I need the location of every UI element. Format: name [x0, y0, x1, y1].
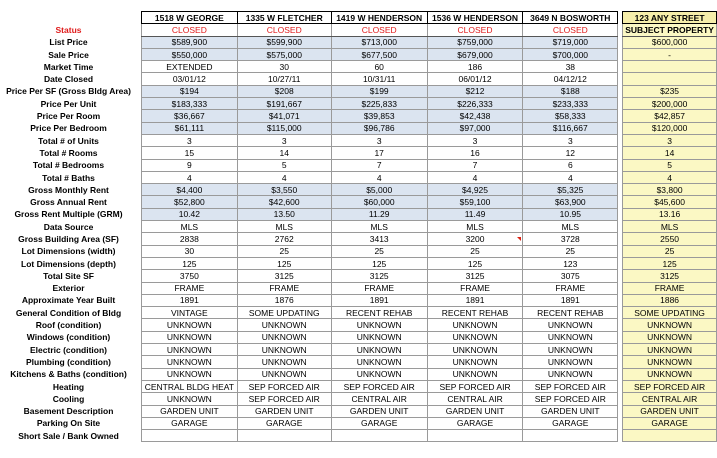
table-cell[interactable]: 15 — [142, 147, 238, 159]
table-row — [0, 344, 717, 356]
table-cell[interactable]: $188 — [523, 85, 618, 97]
table-cell[interactable]: 30 — [142, 245, 238, 257]
table-cell[interactable]: SOME UPDATING — [237, 307, 331, 319]
table-cell[interactable]: 5 — [237, 159, 331, 171]
subject-cell[interactable]: UNKNOWN — [623, 331, 717, 343]
table-row — [0, 36, 717, 48]
table-cell[interactable]: $61,111 — [142, 122, 238, 134]
table-cell[interactable]: $5,000 — [331, 184, 427, 196]
table-cell[interactable]: GARAGE — [237, 417, 331, 429]
table-cell[interactable]: $679,000 — [427, 48, 523, 60]
table-cell[interactable]: MLS — [427, 221, 523, 233]
table-cell[interactable]: UNKNOWN — [523, 319, 618, 331]
table-cell[interactable]: MLS — [237, 221, 331, 233]
column-header[interactable]: 1419 W HENDERSON — [331, 12, 427, 24]
subject-cell[interactable]: $235 — [623, 85, 717, 97]
table-cell[interactable]: GARDEN UNIT — [237, 405, 331, 417]
table-cell[interactable]: EXTENDED — [142, 61, 238, 73]
table-cell[interactable]: MLS — [142, 221, 238, 233]
table-row — [0, 282, 717, 294]
table-cell[interactable]: 6 — [523, 159, 618, 171]
subject-cell[interactable] — [623, 430, 717, 442]
table-cell[interactable]: UNKNOWN — [427, 356, 523, 368]
table-cell[interactable]: SEP FORCED AIR — [331, 380, 427, 392]
table-cell[interactable]: $42,600 — [237, 196, 331, 208]
row-label: Lot Dimensions (width) — [21, 246, 116, 257]
row-label: Gross Building Area (SF) — [18, 233, 119, 244]
table-cell[interactable]: GARAGE — [331, 417, 427, 429]
table-cell[interactable]: 12 — [523, 147, 618, 159]
table-row — [0, 233, 717, 245]
table-cell[interactable]: 1876 — [237, 294, 331, 306]
table-cell[interactable]: $550,000 — [142, 48, 238, 60]
table-cell[interactable]: $575,000 — [237, 48, 331, 60]
table-cell[interactable]: 7 — [331, 159, 427, 171]
row-label: Roof (condition) — [35, 320, 102, 331]
table-cell[interactable]: SEP FORCED AIR — [523, 380, 618, 392]
table-cell[interactable]: 60 — [331, 61, 427, 73]
subject-cell[interactable]: 14 — [623, 147, 717, 159]
table-cell[interactable]: 1891 — [331, 294, 427, 306]
subject-cell[interactable]: 25 — [623, 245, 717, 257]
table-row — [0, 171, 717, 183]
subject-cell[interactable]: - — [623, 48, 717, 60]
table-cell[interactable]: UNKNOWN — [142, 319, 238, 331]
table-cell[interactable]: FRAME — [427, 282, 523, 294]
table-cell[interactable]: $191,667 — [237, 98, 331, 110]
table-cell[interactable]: FRAME — [331, 282, 427, 294]
table-cell[interactable]: $194 — [142, 85, 238, 97]
table-cell[interactable]: SEP FORCED AIR — [523, 393, 618, 405]
table-cell[interactable]: 3 — [427, 134, 523, 146]
table-row — [0, 48, 717, 60]
table-cell[interactable]: UNKNOWN — [237, 368, 331, 380]
table-cell[interactable]: $36,667 — [142, 110, 238, 122]
table-cell[interactable]: UNKNOWN — [331, 331, 427, 343]
table-cell[interactable]: 3 — [142, 134, 238, 146]
table-cell[interactable]: VINTAGE — [142, 307, 238, 319]
table-row — [0, 61, 717, 73]
table-cell[interactable]: 4 — [331, 171, 427, 183]
subject-cell[interactable]: 2550 — [623, 233, 717, 245]
table-row — [0, 331, 717, 343]
table-row — [0, 294, 717, 306]
subject-cell[interactable]: UNKNOWN — [623, 368, 717, 380]
table-cell[interactable] — [237, 430, 331, 442]
table-cell[interactable]: $599,900 — [237, 36, 331, 48]
table-cell[interactable]: $63,900 — [523, 196, 618, 208]
row-label: Total # of Units — [38, 135, 99, 146]
table-cell[interactable]: $589,900 — [142, 36, 238, 48]
table-cell[interactable]: $59,100 — [427, 196, 523, 208]
table-cell[interactable]: CLOSED — [237, 24, 331, 36]
table-row — [0, 196, 717, 208]
table-row — [0, 417, 717, 429]
table-cell[interactable]: 10/31/11 — [331, 73, 427, 85]
table-cell[interactable]: CENTRAL AIR — [331, 393, 427, 405]
table-cell[interactable]: GARAGE — [523, 417, 618, 429]
table-cell[interactable]: 125 — [427, 257, 523, 269]
table-cell[interactable]: 3125 — [331, 270, 427, 282]
table-cell[interactable]: 2762 — [237, 233, 331, 245]
table-cell[interactable]: UNKNOWN — [427, 331, 523, 343]
table-cell[interactable]: 4 — [427, 171, 523, 183]
subject-cell[interactable]: UNKNOWN — [623, 356, 717, 368]
table-cell[interactable]: $3,550 — [237, 184, 331, 196]
table-cell[interactable]: UNKNOWN — [427, 319, 523, 331]
table-row — [0, 73, 717, 85]
table-cell[interactable]: UNKNOWN — [331, 368, 427, 380]
row-label: Lot Dimensions (depth) — [21, 258, 116, 269]
table-cell[interactable]: 3 — [523, 134, 618, 146]
table-cell[interactable]: 10.95 — [523, 208, 618, 220]
table-body — [0, 12, 717, 442]
row-label: Gross Annual Rent — [30, 197, 107, 208]
table-cell[interactable]: $700,000 — [523, 48, 618, 60]
table-cell[interactable]: GARDEN UNIT — [427, 405, 523, 417]
table-cell[interactable]: 4 — [237, 171, 331, 183]
table-cell[interactable]: RECENT REHAB — [427, 307, 523, 319]
subject-cell[interactable]: UNKNOWN — [623, 319, 717, 331]
table-cell[interactable]: UNKNOWN — [142, 344, 238, 356]
table-cell[interactable]: 14 — [237, 147, 331, 159]
table-cell[interactable]: 3413 — [331, 233, 427, 245]
table-cell[interactable]: UNKNOWN — [331, 344, 427, 356]
table-cell[interactable]: $199 — [331, 85, 427, 97]
subject-cell[interactable]: GARAGE — [623, 417, 717, 429]
table-cell[interactable]: UNKNOWN — [523, 368, 618, 380]
table-cell[interactable]: UNKNOWN — [237, 344, 331, 356]
table-cell[interactable]: 25 — [237, 245, 331, 257]
table-cell[interactable]: 9 — [142, 159, 238, 171]
table-cell[interactable]: $4,925 — [427, 184, 523, 196]
subject-cell[interactable]: 3 — [623, 134, 717, 146]
row-label: Total Site SF — [43, 270, 94, 281]
subject-cell[interactable]: 13.16 — [623, 208, 717, 220]
table-cell[interactable]: 25 — [427, 245, 523, 257]
table-cell[interactable]: 3125 — [427, 270, 523, 282]
table-cell[interactable]: UNKNOWN — [237, 331, 331, 343]
table-cell[interactable]: $677,500 — [331, 48, 427, 60]
table-row — [0, 257, 717, 269]
table-cell[interactable] — [427, 430, 523, 442]
row-label: Data Source — [43, 221, 94, 232]
subject-cell[interactable]: GARDEN UNIT — [623, 405, 717, 417]
subject-cell[interactable]: UNKNOWN — [623, 344, 717, 356]
comparables-table — [0, 11, 717, 442]
comment-indicator-icon[interactable] — [517, 237, 521, 241]
table-cell[interactable]: 4 — [142, 171, 238, 183]
table-cell[interactable]: UNKNOWN — [142, 331, 238, 343]
table-cell[interactable]: RECENT REHAB — [331, 307, 427, 319]
table-cell[interactable]: CLOSED — [523, 24, 618, 36]
table-cell[interactable]: $41,071 — [237, 110, 331, 122]
subject-cell[interactable]: $45,600 — [623, 196, 717, 208]
table-cell[interactable]: $759,000 — [427, 36, 523, 48]
table-cell[interactable]: SEP FORCED AIR — [427, 380, 523, 392]
table-cell[interactable] — [331, 430, 427, 442]
table-cell[interactable]: GARDEN UNIT — [331, 405, 427, 417]
table-row — [0, 368, 717, 380]
table-cell[interactable]: 4 — [523, 171, 618, 183]
table-cell[interactable]: 123 — [523, 257, 618, 269]
table-cell[interactable]: UNKNOWN — [523, 331, 618, 343]
table-cell[interactable]: 10.42 — [142, 208, 238, 220]
subject-cell[interactable]: CENTRAL AIR — [623, 393, 717, 405]
table-cell[interactable]: 30 — [237, 61, 331, 73]
table-cell[interactable]: 3 — [331, 134, 427, 146]
table-cell[interactable]: CENTRAL AIR — [427, 393, 523, 405]
table-row — [0, 122, 717, 134]
table-cell[interactable]: 125 — [142, 257, 238, 269]
table-cell[interactable]: 3 — [237, 134, 331, 146]
table-cell[interactable]: CLOSED — [427, 24, 523, 36]
subject-cell[interactable] — [623, 73, 717, 85]
subject-cell[interactable]: SOME UPDATING — [623, 307, 717, 319]
row-label: Sale Price — [48, 49, 89, 60]
table-row — [0, 98, 717, 110]
table-row — [0, 221, 717, 233]
column-header[interactable]: 1518 W GEORGE — [142, 12, 238, 24]
table-cell[interactable]: 17 — [331, 147, 427, 159]
table-cell[interactable]: RECENT REHAB — [523, 307, 618, 319]
header-row — [0, 12, 717, 24]
row-label: Short Sale / Bank Owned — [18, 430, 119, 441]
subject-cell[interactable]: 4 — [623, 171, 717, 183]
table-cell[interactable]: UNKNOWN — [142, 356, 238, 368]
row-label: Gross Rent Multiple (GRM) — [14, 209, 123, 220]
header-corner — [0, 12, 137, 24]
row-label: Price Per Room — [36, 111, 101, 122]
table-cell[interactable]: 1891 — [523, 294, 618, 306]
row-label: Status — [55, 24, 82, 35]
table-cell[interactable]: $225,833 — [331, 98, 427, 110]
column-header[interactable]: 1335 W FLETCHER — [237, 12, 331, 24]
table-row — [0, 85, 717, 97]
table-cell[interactable]: FRAME — [237, 282, 331, 294]
table-cell[interactable]: UNKNOWN — [331, 356, 427, 368]
table-row — [0, 307, 717, 319]
table-cell[interactable]: FRAME — [523, 282, 618, 294]
subject-cell[interactable]: 125 — [623, 257, 717, 269]
subject-cell[interactable]: $120,000 — [623, 122, 717, 134]
table-cell[interactable]: 7 — [427, 159, 523, 171]
table-cell[interactable]: MLS — [331, 221, 427, 233]
table-row — [0, 356, 717, 368]
table-cell[interactable]: $58,333 — [523, 110, 618, 122]
table-cell[interactable]: UNKNOWN — [523, 344, 618, 356]
table-cell[interactable]: $115,000 — [237, 122, 331, 134]
table-cell[interactable]: 10/27/11 — [237, 73, 331, 85]
table-cell[interactable]: $96,786 — [331, 122, 427, 134]
subject-cell[interactable] — [623, 61, 717, 73]
subject-cell[interactable]: 3125 — [623, 270, 717, 282]
row-label: Cooling — [52, 393, 85, 404]
table-cell[interactable]: 04/12/12 — [523, 73, 618, 85]
subject-cell[interactable]: FRAME — [623, 282, 717, 294]
subject-cell[interactable]: 1886 — [623, 294, 717, 306]
table-cell[interactable]: $226,333 — [427, 98, 523, 110]
row-label: Total # Bedrooms — [32, 160, 105, 171]
table-row — [0, 393, 717, 405]
row-label: Price Per Unit — [40, 98, 97, 109]
table-cell[interactable]: 06/01/12 — [427, 73, 523, 85]
table-cell[interactable]: GARDEN UNIT — [523, 405, 618, 417]
table-row — [0, 184, 717, 196]
table-cell[interactable]: 125 — [237, 257, 331, 269]
table-cell[interactable]: $719,000 — [523, 36, 618, 48]
table-cell[interactable]: GARDEN UNIT — [142, 405, 238, 417]
table-cell[interactable]: FRAME — [142, 282, 238, 294]
row-label: List Price — [49, 37, 88, 48]
subject-cell[interactable]: SEP FORCED AIR — [623, 380, 717, 392]
table-cell[interactable] — [523, 430, 618, 442]
table-cell[interactable]: $42,438 — [427, 110, 523, 122]
table-cell[interactable]: 11.29 — [331, 208, 427, 220]
table-row — [0, 159, 717, 171]
table-row — [0, 245, 717, 257]
table-cell[interactable]: 03/01/12 — [142, 73, 238, 85]
table-cell[interactable]: SEP FORCED AIR — [237, 393, 331, 405]
table-cell[interactable]: 3200 — [427, 233, 523, 245]
subject-cell[interactable]: $200,000 — [623, 98, 717, 110]
table-cell[interactable]: UNKNOWN — [427, 344, 523, 356]
table-cell[interactable]: $208 — [237, 85, 331, 97]
table-cell[interactable]: UNKNOWN — [523, 356, 618, 368]
table-row — [0, 24, 717, 36]
table-row — [0, 380, 717, 392]
row-label: Price Per SF (Gross Bldg Area) — [6, 86, 131, 97]
table-cell[interactable]: UNKNOWN — [237, 319, 331, 331]
table-cell[interactable]: $116,667 — [523, 122, 618, 134]
table-cell[interactable]: GARAGE — [427, 417, 523, 429]
row-label: Electric (condition) — [30, 344, 107, 355]
table-cell[interactable]: $233,333 — [523, 98, 618, 110]
row-label: Windows (condition) — [26, 332, 111, 343]
table-row — [0, 110, 717, 122]
table-cell[interactable]: $4,400 — [142, 184, 238, 196]
row-label: Gross Monthly Rent — [28, 184, 109, 195]
row-label: Heating — [52, 381, 85, 392]
row-label: Price Per Bedroom — [30, 123, 107, 134]
table-cell[interactable]: UNKNOWN — [427, 368, 523, 380]
table-cell[interactable]: UNKNOWN — [331, 319, 427, 331]
row-label: Market Time — [43, 61, 94, 72]
table-cell[interactable]: CLOSED — [142, 24, 238, 36]
subject-cell[interactable]: $600,000 — [623, 36, 717, 48]
table-cell[interactable]: UNKNOWN — [142, 368, 238, 380]
table-cell[interactable]: $5,325 — [523, 184, 618, 196]
table-cell[interactable]: 3075 — [523, 270, 618, 282]
subject-column-header[interactable]: 123 ANY STREET — [623, 12, 717, 24]
table-cell[interactable]: $39,853 — [331, 110, 427, 122]
table-cell[interactable]: UNKNOWN — [142, 393, 238, 405]
table-cell[interactable]: CENTRAL BLDG HEAT — [142, 380, 238, 392]
table-cell[interactable]: $52,800 — [142, 196, 238, 208]
table-cell[interactable]: CLOSED — [331, 24, 427, 36]
subject-cell[interactable]: SUBJECT PROPERTY — [623, 24, 717, 36]
row-label: Kitchens & Baths (condition) — [10, 369, 127, 380]
subject-cell[interactable]: $3,800 — [623, 184, 717, 196]
row-label: Parking On Site — [36, 418, 101, 429]
table-row — [0, 208, 717, 220]
table-cell[interactable]: MLS — [523, 221, 618, 233]
column-header[interactable]: 3649 N BOSWORTH — [523, 12, 618, 24]
table-row — [0, 134, 717, 146]
table-cell[interactable]: 3728 — [523, 233, 618, 245]
row-label: Plumbing (condition) — [26, 356, 111, 367]
table-row — [0, 319, 717, 331]
subject-cell[interactable]: MLS — [623, 221, 717, 233]
table-row — [0, 430, 717, 442]
table-cell[interactable]: 25 — [523, 245, 618, 257]
row-label: Exterior — [52, 283, 85, 294]
table-cell[interactable] — [142, 430, 238, 442]
table-cell[interactable]: GARAGE — [142, 417, 238, 429]
table-cell[interactable]: 1891 — [142, 294, 238, 306]
table-cell[interactable]: 2838 — [142, 233, 238, 245]
table-cell[interactable]: $60,000 — [331, 196, 427, 208]
table-cell[interactable]: 25 — [331, 245, 427, 257]
table-cell[interactable]: 3125 — [237, 270, 331, 282]
table-cell[interactable]: $212 — [427, 85, 523, 97]
subject-cell[interactable]: 5 — [623, 159, 717, 171]
table-cell[interactable]: 3750 — [142, 270, 238, 282]
table-cell[interactable]: $97,000 — [427, 122, 523, 134]
table-cell[interactable]: UNKNOWN — [237, 356, 331, 368]
table-cell[interactable]: $713,000 — [331, 36, 427, 48]
table-row — [0, 270, 717, 282]
row-label: Total # Rooms — [39, 147, 98, 158]
table-cell[interactable]: 13.50 — [237, 208, 331, 220]
row-label: Date Closed — [43, 74, 94, 85]
table-cell[interactable]: 186 — [427, 61, 523, 73]
table-cell[interactable]: 1891 — [427, 294, 523, 306]
table-row — [0, 147, 717, 159]
table-cell[interactable]: 38 — [523, 61, 618, 73]
row-label: Approximate Year Built — [21, 295, 116, 306]
row-label: Total # Baths — [42, 172, 95, 183]
row-label: Basement Description — [23, 406, 114, 417]
table-cell[interactable]: 16 — [427, 147, 523, 159]
table-cell[interactable]: 125 — [331, 257, 427, 269]
table-row — [0, 405, 717, 417]
table-cell[interactable]: SEP FORCED AIR — [237, 380, 331, 392]
table-cell[interactable]: $183,333 — [142, 98, 238, 110]
row-label: General Condition of Bldg — [15, 307, 122, 318]
table-cell[interactable]: 11.49 — [427, 208, 523, 220]
column-header[interactable]: 1536 W HENDERSON — [427, 12, 523, 24]
subject-cell[interactable]: $42,857 — [623, 110, 717, 122]
